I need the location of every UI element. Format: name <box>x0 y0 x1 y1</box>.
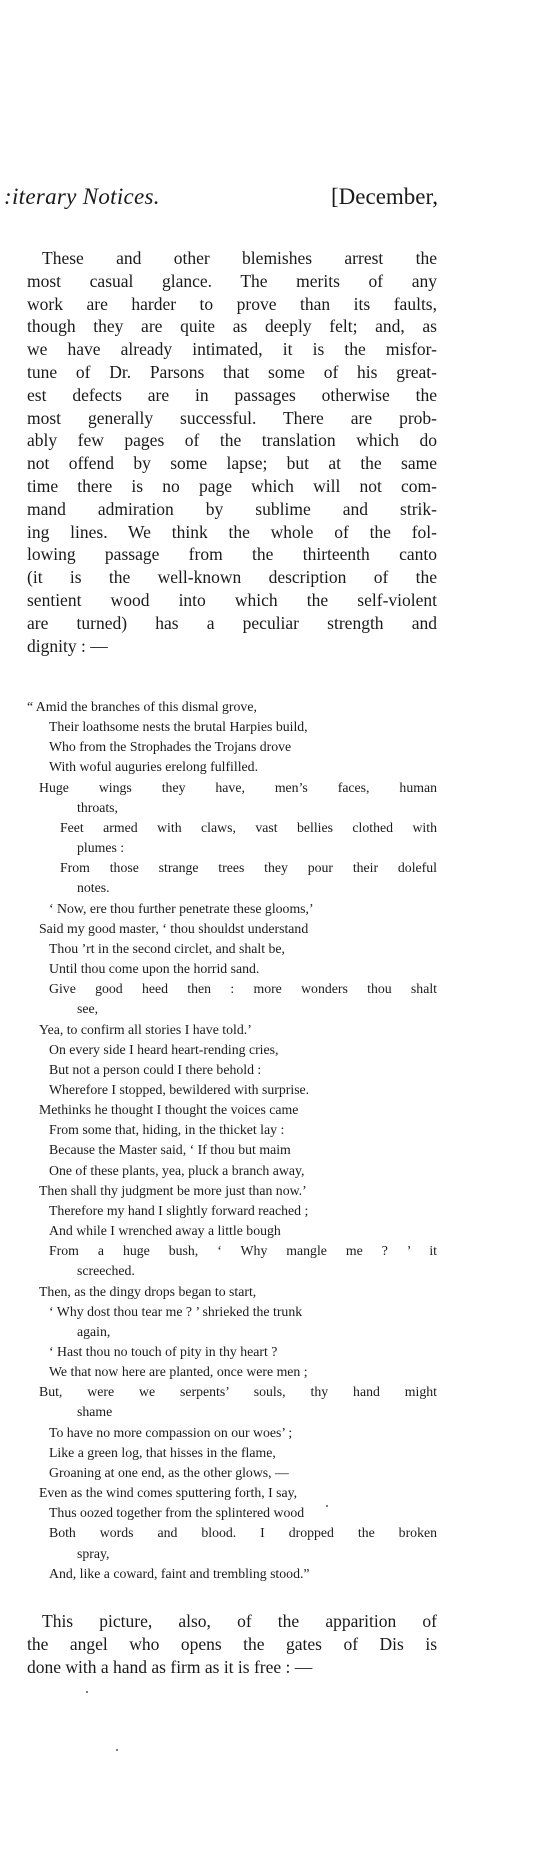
verse-line: Methinks he thought I thought the voices came <box>39 1102 299 1118</box>
verse-line: shame <box>77 1404 113 1420</box>
verse-line: And, like a coward, faint and trembling stood.” <box>49 1565 310 1581</box>
running-head-title: :iterary Notices. <box>4 184 160 209</box>
paragraph-line: are turned) has a peculiar strength and <box>27 612 437 633</box>
paragraph-line: most generally successful. There are prob- <box>27 407 437 428</box>
verse-line: Then, as the dingy drops began to start, <box>39 1283 257 1299</box>
ink-speck <box>326 1505 328 1507</box>
paragraph-line: most casual glance. The merits of any <box>27 270 437 291</box>
paragraph-line: time there is no page which will not com- <box>27 475 437 496</box>
verse-line: On every side I heard heart-rending cries, <box>49 1041 279 1057</box>
verse-line: Thou ’rt in the second circlet, and shalt be, <box>49 940 286 956</box>
verse-line: Both words and blood. I dropped the broken <box>49 1525 437 1541</box>
verse-line: One of these plants, yea, pluck a branch away, <box>49 1162 305 1178</box>
verse-line: Yea, to confirm all stories I have told.’ <box>39 1021 252 1037</box>
verse-line: Feet armed with claws, vast bellies clothed with <box>60 819 437 835</box>
paragraph-line: ably few pages of the translation which do <box>27 430 437 451</box>
paragraph-line: sentient wood into which the self-violent <box>27 589 437 610</box>
verse-line: “ Amid the branches of this dismal grove, <box>27 699 257 714</box>
paragraph-line: ing lines. We think the whole of the fol- <box>27 521 437 542</box>
verse-line: To have no more compassion on our woes’ ; <box>49 1424 293 1440</box>
paragraph-1 <box>27 247 437 657</box>
paragraph-line: tune of Dr. Parsons that some of his great- <box>27 361 437 382</box>
verse-line: We that now here are planted, once were men ; <box>49 1364 308 1380</box>
verse-line: Who from the Strophades the Trojans drove <box>49 739 292 755</box>
verse-line: From those strange trees they pour their doleful <box>60 860 437 876</box>
verse-line: Said my good master, ‘ thou shouldst understand <box>39 920 309 936</box>
running-head <box>0 184 438 224</box>
paragraph-line: (it is the well-known description of the <box>27 567 437 588</box>
verse-line: But not a person could I there behold : <box>49 1061 262 1077</box>
verse-line: From a huge bush, ‘ Why mangle me ? ’ it <box>49 1243 437 1259</box>
paragraph-line: This picture, also, of the apparition of <box>42 1611 437 1631</box>
verse-line: Like a green log, that hisses in the flame, <box>49 1444 276 1460</box>
verse-line: Their loathsome nests the brutal Harpies build, <box>49 719 308 735</box>
verse-quotation <box>27 697 437 1584</box>
paragraph-2 <box>27 1610 437 1678</box>
verse-line: Even as the wind comes sputtering forth, I say, <box>39 1485 298 1501</box>
verse-line: Wherefore I stopped, bewildered with surprise. <box>49 1081 310 1097</box>
verse-line: Thus oozed together from the splintered wood <box>49 1505 305 1521</box>
ink-speck <box>116 1749 118 1751</box>
paragraph-line: the angel who opens the gates of Dis is <box>27 1633 437 1654</box>
verse-line: ‘ Now, ere thou further penetrate these glooms,’ <box>49 900 314 916</box>
verse-line: again, <box>77 1323 111 1339</box>
verse-line: Until thou come upon the horrid sand. <box>49 961 260 977</box>
paragraph-line: These and other blemishes arrest the <box>42 248 437 268</box>
verse-line: But, were we serpents’ souls, thy hand might <box>39 1384 437 1400</box>
verse-line: Because the Master said, ‘ If thou but maim <box>49 1142 291 1158</box>
verse-line: Therefore my hand I slightly forward reached ; <box>49 1202 309 1218</box>
verse-line: Groaning at one end, as the other glows, — <box>49 1464 289 1480</box>
verse-line: notes. <box>77 880 110 896</box>
verse-line: ‘ Hast thou no touch of pity in thy heart ? <box>49 1344 278 1359</box>
paragraph-line: done with a hand as firm as it is free : — <box>27 1656 313 1677</box>
verse-line: ‘ Why dost thou tear me ? ’ shrieked the trunk <box>49 1303 303 1319</box>
paragraph-line: not offend by some lapse; but at the same <box>27 453 437 474</box>
verse-line: throats, <box>77 799 118 815</box>
paragraph-line: lowing passage from the thirteenth canto <box>27 544 437 565</box>
paragraph-line: work are harder to prove than its faults, <box>27 293 437 314</box>
verse-line: With woful auguries erelong fulfilled. <box>49 759 259 775</box>
verse-line: plumes : <box>77 840 125 856</box>
paragraph-line: mand admiration by sublime and strik- <box>27 498 437 519</box>
ink-speck <box>86 1691 88 1693</box>
verse-line: Give good heed then : more wonders thou shalt <box>49 981 437 997</box>
verse-line: Then shall thy judgment be more just than now.’ <box>39 1182 307 1198</box>
verse-line: screeched. <box>77 1263 135 1279</box>
verse-line: spray, <box>77 1545 110 1561</box>
verse-line: Huge wings they have, men’s faces, human <box>39 779 437 795</box>
verse-line: see, <box>77 1001 99 1017</box>
paragraph-line: dignity : — <box>27 635 108 656</box>
paragraph-line: est defects are in passages otherwise the <box>27 384 437 405</box>
running-head-month: [December, <box>331 184 438 209</box>
paragraph-line: though they are quite as deeply felt; and, as <box>27 316 437 337</box>
verse-line: From some that, hiding, in the thicket lay : <box>49 1122 285 1138</box>
paragraph-line: we have already intimated, it is the misfor- <box>27 339 437 360</box>
verse-line: And while I wrenched away a little bough <box>49 1223 281 1239</box>
